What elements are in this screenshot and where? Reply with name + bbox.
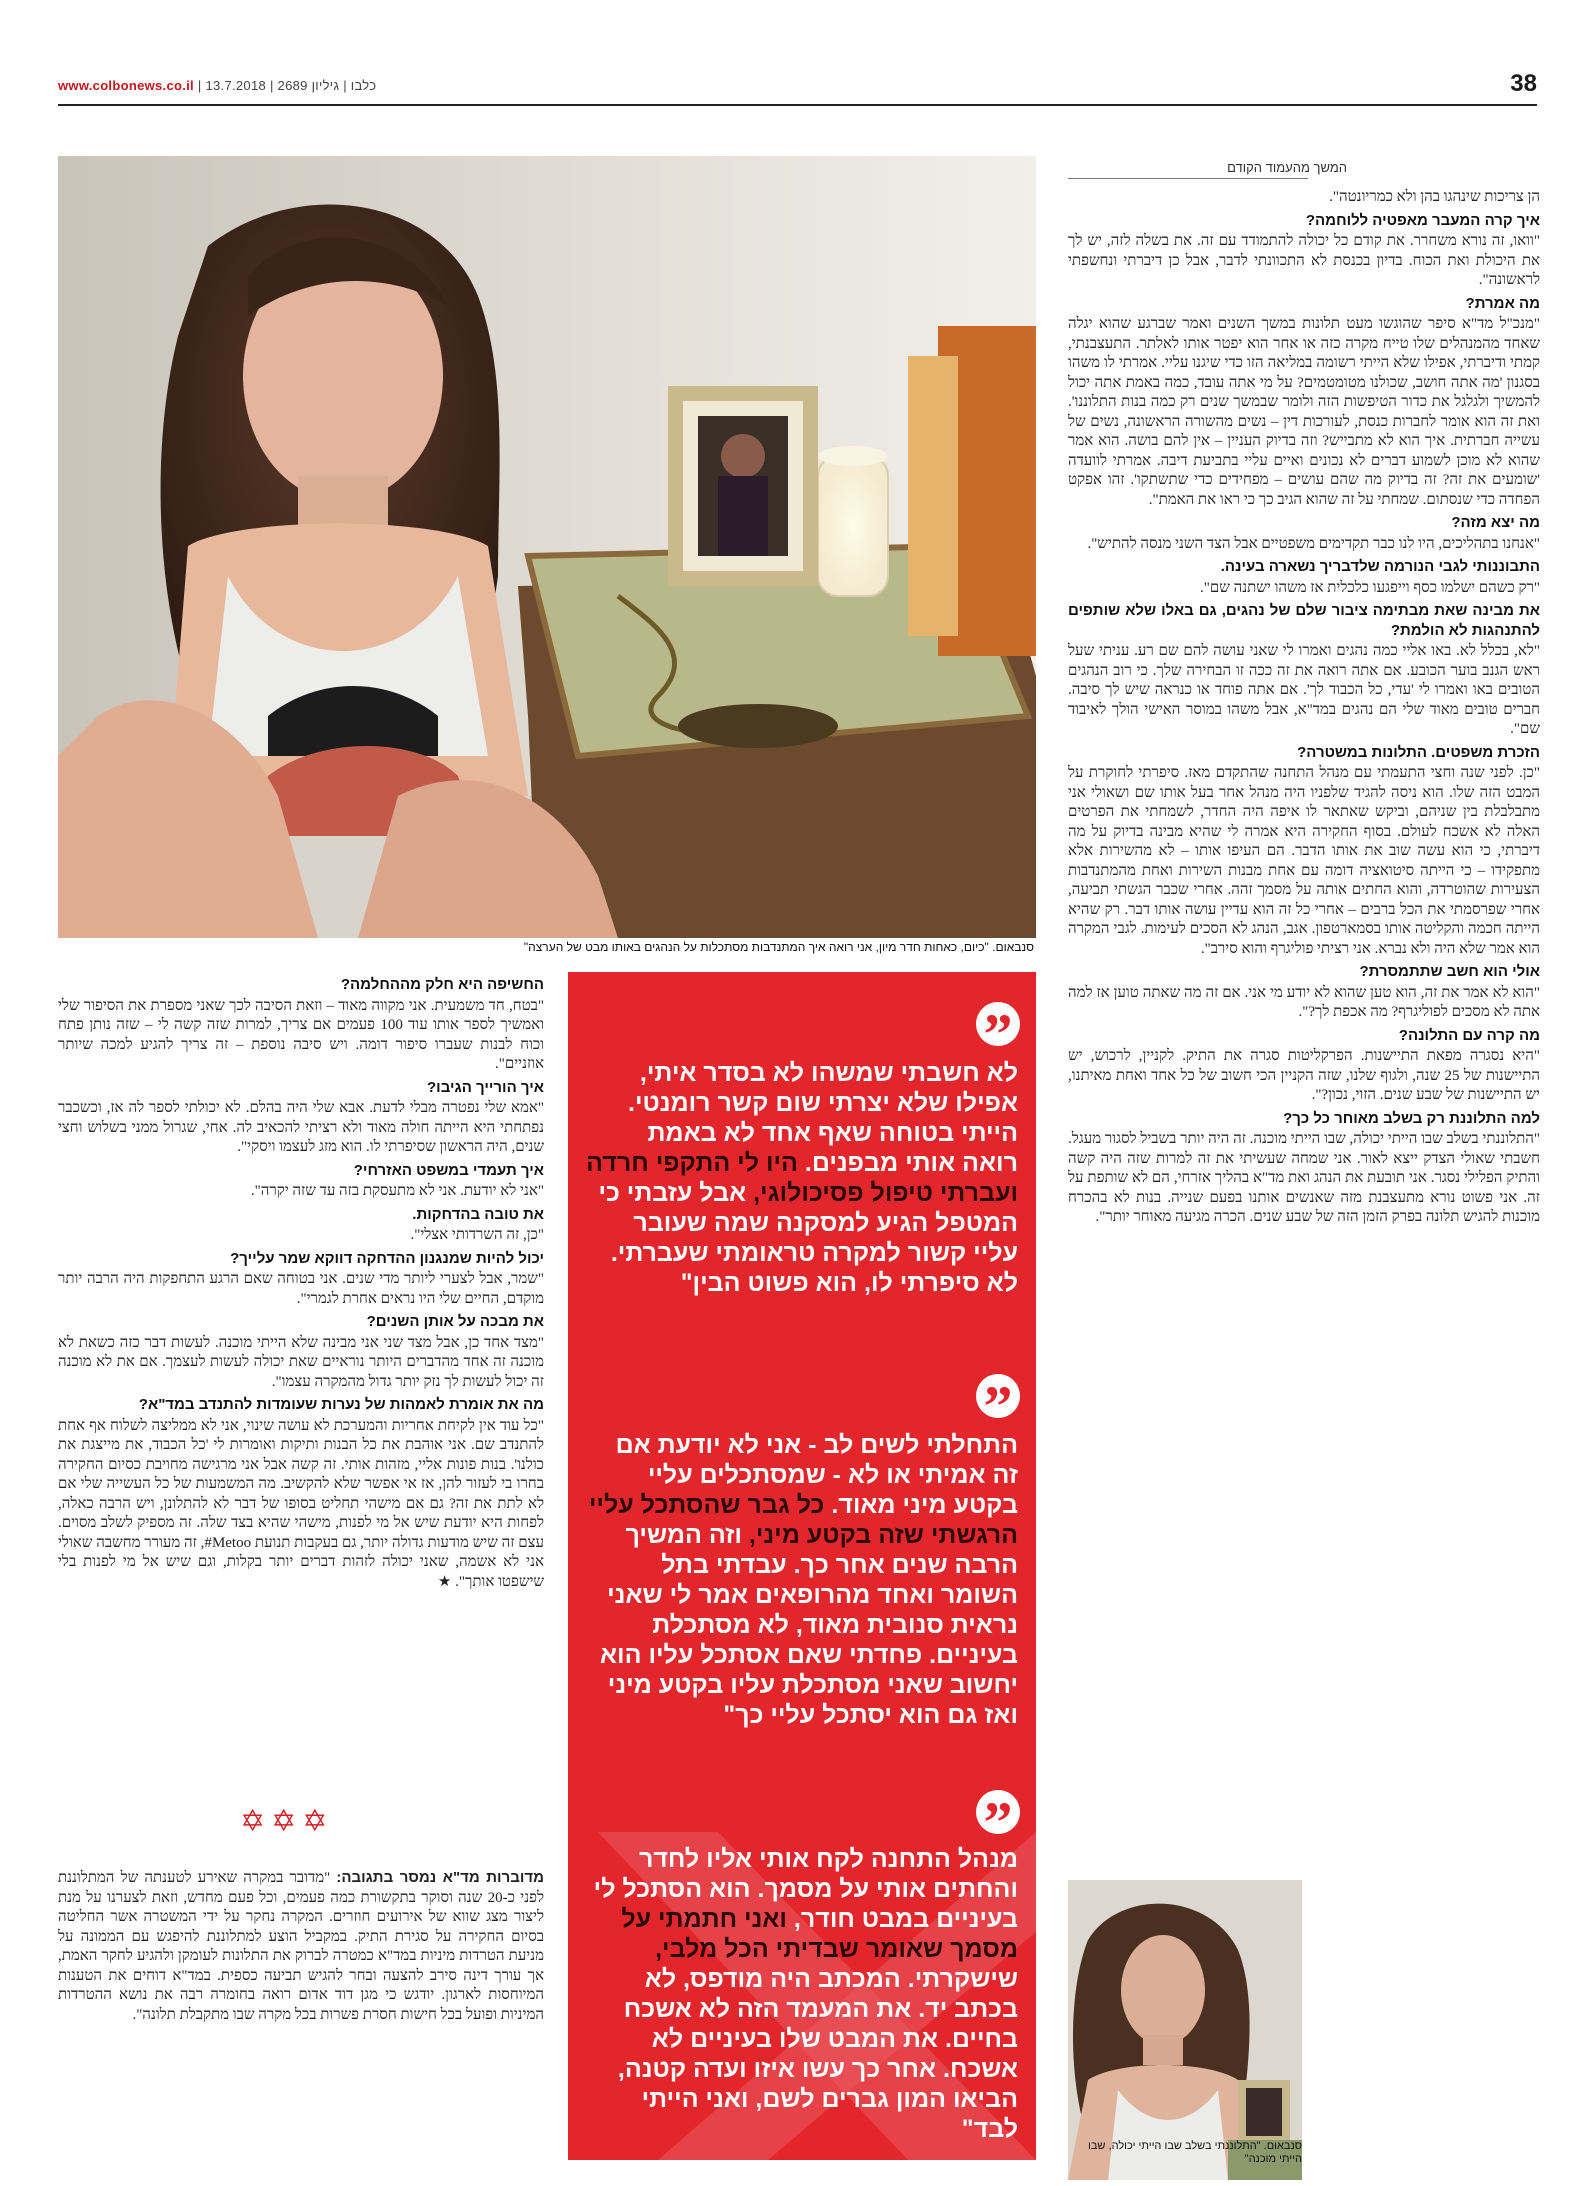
small-photo-caption: סנבאום. "התלוננתי בשלב שבו הייתי יכולה, שבו הייתי מוכנה": [1088, 2140, 1302, 2165]
paragraph: [58, 1868, 544, 2025]
quote-icon: ”: [976, 1790, 1020, 1834]
interview-question: את מבכה על אותן השנים?: [366, 1313, 544, 1330]
interview-question: איך הורייך הגיבו?: [427, 1078, 544, 1096]
quote-text: וזה המשיך הרבה שנים אחר כך. עבדתי בתל השומר ואחד מהרופאים אמר לי שאני נראית סנובית מאוד, לא מסתכלת בעיניים. פחדתי שאם אסתכל עליו הוא יחשוב שאני מסתכלת עליו בקטע מיני ואז גם הוא יסתכל עליי כך": [600, 1521, 1018, 1729]
mda-response: [58, 1868, 544, 2027]
quote-text: מנהל התחנה לקח אותי אליו לחדר והחתים אותי על מסמך. הוא הסתכל לי בעיניים במבט חודר,: [593, 1845, 1018, 1933]
interview-question: יכול להיות שמנגנון ההדחקה דווקא שמר עלייך?: [230, 1249, 544, 1267]
interview-question: מה אמרת?: [1465, 294, 1540, 312]
interview-question: הזכרת משפטים. התלונות במשטרה?: [1297, 743, 1540, 761]
section-stars: ✡✡✡: [240, 1804, 334, 1839]
quote-text: אבל: [692, 1179, 747, 1207]
quote-1: [586, 1058, 1018, 1298]
site-header: [58, 78, 376, 93]
right-column: [1068, 188, 1540, 1230]
quote-3: [586, 1844, 1018, 2144]
left-column: [58, 972, 544, 1594]
quote-2: [586, 1430, 1018, 1730]
quote-highlight: היו לי התקפי חרדה ועברתי טיפול פסיכולוגי,: [586, 1149, 1018, 1207]
paragraph: "אנחנו בתהליכים, היו לנו כבר תקדימים משפטיים אבל הצד השני מנסה להתיש".: [1087, 535, 1540, 552]
small-photo: [1068, 1880, 1302, 2180]
paragraph: "היא נסגרה מפאת התיישנות. הפרקליטות סגרה את התיק. לקניין, לרכוש, יש התיישנות של 25 שנה, ולגוף שלנו, שזה הקניין הכי חשוב של כל אחד ואחת מאיתנו, יש התיישנות של שבע שנים. הזוי, נכון?".: [1068, 1048, 1540, 1103]
paragraph: "מנכ"ל מד"א סיפר שהוגשו מעט תלונות במשך השנים ואמר שברגע שהוא יגלה שאחד מהמנהלים שלו טייח מקרה כזה או אחר הוא יפטר אותו לאלתר. התעצבנתי, קמתי ודיברתי, אפילו שלא הייתי רשומה במליאה הזו כדי שיגנו עליי. אמרתי לו משהו בסגנון 'מה אתה חושב, שכולנו מטומטמים? על מי אתה עובד, כמה באמת אתה יכול להמשיך ולגלגל את כדור הטיפשות הזה ולומר שבמשך שנים רק כמה בנות התלוננו'. ואת זה הוא אומר לחברות כנסת, לעורכות דין – נשים מהשורה הראשונה, נשים של עשייה חברתית. איך הוא לא מתבייש? וזה בדיוק העניין – אין להם בושה. הוא אמר שהוא לא מוכן לשמוע דברים לא נכונים ואיים עליי בתביעת דיבה. אמרתי לוועדה 'שומעים את זה? זה בדיוק מה שהם עושים – מפחידים כדי שתשתקו'. זהו אפקט הפחדה כדי שנסתום. שמחתי על זה שהוא הגיב כך כי ראו את האמת".: [1068, 316, 1540, 508]
interview-question: מה יצא מזה?: [1451, 514, 1540, 531]
paragraph: "אני לא יודעת. אני לא מתעסקת בזה עד שזה יקרה".: [250, 1183, 544, 1199]
paragraph: "כן. לפני שנה וחצי התעמתי עם מנהל התחנה שהתקדם מאז. סיפרתי לחוקרת על המבט הזה שלו. הוא ניסה להגיד שלפניו היה מנהל אחר בעל אותו שם ושאולי אני מתבלבלת בין שניהם, וביקש שאתאר לו איפה היה החדר, לשמחתי את הפרטים האלה לא אשכח לעולם. בסוף החקירה היא אמרה לי שהיא מבינה בדיוק על מה דיברתי, כי הוא עשה שוב את אותו הדבר. הם העיפו אותו – לא מהשירות אלא מתפקידו – כי הייתה סיטואציה דומה עם אחת מבנות השירות ואחת מהמתנדבות הצעירות שהוטרדה, והוא החתים אותה על מסמך זהה. אחרי שכבר הגשתי תביעה, אחרי שפרסמתי את הכל ברבים – אחרי כל זה הוא עדיין עושה אותו דבר. רק שהיא הייתה חכמה והקליטה אותו בסמארטפון. אגב, הנהג לא הסכים לעימות. לגבי המקרה הוא אמר שלא היה ולא נברא. אני רציתי פוליגרף והוא סירב".: [1068, 765, 1540, 957]
quote-box: [568, 972, 1036, 2160]
interview-question: מה את אומרת לאמהות של נערות שעומדות להתנדב במד"א?: [138, 1396, 544, 1413]
page-number: 38: [1510, 70, 1537, 97]
interview-question: מה קרה עם התלונה?: [1398, 1026, 1540, 1044]
paragraph: "התלוננתי בשלב שבו הייתי יכולה, שבו הייתי מוכנה. זה היה יותר בשביל לסגור מעגל. חשבתי שאולי הצדק ייצא לאור. אני שמחה שעשיתי את זה למרות שזה היה קשה והתיק הפלילי נסגר. אני תובעת את הנהג ואת מד"א בהליך אזרחי, הם לא שותפת על זה. אני פשוט נורא מתעצבנת מזה שאנשים אותנו בפעם שנייה. בנות לא בהכרח מוכנות להגיש תלונה בפרק הזמן הזה של שבע שנים. הכרה מגיעה מאוחר יותר".: [1068, 1131, 1540, 1225]
quote-text: הייתי בטוחה שאף אחד לא באמת: [647, 1119, 1018, 1147]
quote-text: שישקרתי. המכתב היה מודפס, לא בכתב יד. את המעמד הזה לא אשכח בחיים. את המבט שלו בעיניים לא אשכח. אחר כך עשו איזו ועדה קטנה, הביאו המון גברים לשם, ואני הייתי לבד": [617, 1965, 1018, 2143]
interview-question: איך תעמדי במשפט האזרחי?: [353, 1161, 544, 1179]
paragraph: "אמא שלי נפטרה מבלי לדעת. אבא שלי היה בהלם. לא יכולתי לספר לה אז, וכשכבר נפתחתי היא הייתה חולה מאוד ולא רציתי להכאיב לה. אחי, שגרול ממני בשלוש וחצי שנים, היה הראשון שסיפרתי לו. הוא מזג לעצמו ויסקי".: [58, 1100, 544, 1155]
interview-question: איך קרה המעבר מאפטיה ללוחמה?: [1305, 211, 1540, 229]
main-photo: [58, 156, 1036, 938]
paragraph: "בטח, חד משמעית. אני מקווה מאוד – וזאת הסיבה לכך שאני מספרת את הסיפור שלי ואמשיך לספר אותו עוד 100 פעמים אם צריך, למרות שזה קשה לי – שזה נותן פתח וכוח לבנות שעברו סיפור דומה. ויש סיבה נוספת – זה צריך להגיע למכה שיותר אוזניים".: [58, 997, 545, 1072]
paragraph: "וואו, זה נורא משחרר. את קודם כל יכולה להתמודד עם זה. את בשלה לזה, יש לך את היכולת ואת הכוח. בדיון בכנסת לא התכוונתי לדבר, אבל כן דיברתי ונחשפתי לראשונה".: [1068, 233, 1540, 288]
interview-question: התבוננותי לגבי הנורמה שלדבריך נשארה בעינה.: [1220, 558, 1540, 575]
response-text: "מדובר במקרה שאירע לטענתה של המתלוננת לפני כ-20 שנה וסוקר בתקשורת כמה פעמים, וכל פעם מחדש, וזאת לצערנו על מנת ליצור מצג שווא של אירועים חוזרים. המקרה נחקר על ידי המשטרה אשר החליטה בסיום החקירה על סגירת התיק. במקביל הוצע למתלוננת להיפגש עם הממונה על מניעת הטרדות מיניות במד"א כמטרה לברוק את התלונות לעומקן ולהגיע לחקר האמת, אך עורך דינה סירב להצעה ובחר להגיש תביעה כספית. במד"א דוחים את הטענות המיוחסות לארגון. יודגש כי מגן דוד אדום רואה בחומרה רבה את נושא ההטרדות המיניות ופועל בכל חישות חסרת פשרות בכל מקרה שבו מתקבלת תלונה".: [58, 1870, 544, 2023]
main-photo-image: [58, 156, 1036, 938]
quote-icon: ”: [976, 1374, 1020, 1418]
quote-text: עזבתי כי המטפל הגיע למסקנה שמה שעובר עליי קשור למקרה טראומתי שעברתי. לא סיפרתי לו, הוא פשוט הבין": [598, 1179, 1018, 1297]
paragraph: "הוא לא אמר את זה, הוא טען שהוא לא יודע מי אני. אם זה מה שאתה טוען אז למה אתה לא מסכים לפוליגרף? מה אכפת לך?".: [1068, 984, 1540, 1020]
header-divider: [58, 104, 1537, 106]
issue-info: | כלבו | גיליון 2689 | 13.7.2018: [197, 78, 377, 93]
quote-highlight: כל גבר שהסתכל עליי הרגשתי שזה בקטע מיני,: [588, 1491, 1018, 1549]
small-photo-image: [1068, 1880, 1302, 2180]
interview-question: אולי הוא חשב שתתמסרת?: [1359, 963, 1540, 980]
site-url[interactable]: www.colbonews.co.il: [58, 78, 194, 93]
quote-text: אפילו שלא יצרתי שום קשר רומנטי.: [628, 1089, 1018, 1117]
continued-divider: [1068, 178, 1308, 179]
quote-text: לא חשבתי שמשהו לא בסדר איתי,: [639, 1059, 1018, 1087]
paragraph: "מצד אחד כן, אבל מצד שני אני מבינה שלא הייתי מוכנה. לעשות דבר כזה כשאת לא מוכנה זה אחד מהדברים היותר נוראיים שאת יכולה לעשות לעצמך. אם את לא מוכנה זה יכול לעשות לך נזק יותר גדול מהמקרה עצמו".: [58, 1334, 544, 1390]
paragraph: הן צריכות שינהגו בהן ולא כמריונטה".: [1329, 189, 1540, 205]
quote-icon: ”: [976, 1002, 1020, 1046]
paragraph: "לא, בכלל לא. באו אליי כמה נהגים ואמרו לי שאני עושה להם שם רע. עניתי שעל ראש הגנב בוער הכובע. אם אתה רואה את זה ככה זו הבחירה שלך. כי רוב הנהגים הטובים באו ואמרו לי 'עדי, כל הכבוד לך'. אם אתה פוחד או כנראה שיש לך סיבה. חברים טובים מאוד שלי הם נהגים במד"א, אבל משהו במוסר האישי הולך לאיבוד שם".: [1068, 643, 1540, 737]
paragraph: "שמר, אבל לצערי ליותר מדי שנים. אני בטוחה שאם הרגע התחפקות היה הרבה יותר מוקדם, החיים שלי היו נראים אחרת לגמרי".: [58, 1271, 544, 1307]
interview-question: את טובה בהדחקות.: [412, 1205, 544, 1223]
continued-label: המשך מהעמוד הקודם: [1227, 160, 1347, 175]
interview-question: החשיפה היא חלק מההחלמה?: [340, 976, 544, 993]
paragraph: "רק כשהם ישלמו כסף וייפגעו כלכלית אז משהו ישתנה שם".: [1200, 579, 1540, 596]
paragraph: "כן, זה השרדותי אצלי".: [410, 1227, 544, 1243]
quote-text: התחלתי לשים לב - אני לא יודעת אם זה אמיתי או לא - שמסתכלים עליי בקטע מיני מאוד.: [615, 1431, 1018, 1519]
interview-question: את מבינה שאת מבתימה ציבור שלם של נהגים, גם באלו שלא שותפים להתנהגות לא הולמת?: [1068, 602, 1540, 639]
main-photo-caption: סנבאום. "כיום, כאחות חדר מיון, אני רואה איך המתנדבות מסתכלות על הנהגים באותו מבט של הערצה": [523, 940, 1034, 954]
quote-text: רואה אותי מבפנים.: [797, 1149, 1018, 1177]
interview-question: למה התלוננת רק בשלב מאוחר כל כך?: [1283, 1109, 1540, 1127]
response-lead: מדוברות מד"א נמסר בתגובה:: [336, 1869, 544, 1886]
quote-highlight: ואני חתמתי על מסמך שאומר שבדיתי הכל מלבי,: [621, 1905, 1018, 1963]
paragraph: "כל עוד אין לקיחת אחריות והמערכת לא עושה שינוי, אני לא ממליצה לשלוח אף אחת להתנדב שם. אני אוהבת את כל הבנות ותיקות ואומרות לי 'כל הכבוד, את מייצגת את כולנו'. בנות פונות אליי, מזהות אותי. זה קשה אבל אני מרגישה מחויבת כסיום החקירה בחרו בי לעזור להן, אז אי אפשר שלא להקשיב. מה המשמעות של כל העשייה שלי אם לא לתת את זה? גם אם מישהי תחליט בסופו של דבר לא להתלונן, ויש הרבה כאלה, לפחות היא יודעת שיש אל מי לפנות, מישהי שהיא בצד שלה. זה מספיק לשלב מסוים. עצם זה שיש מודעות גדולה יותר, גם בעקבות תנועת Metoo#, זה מעורר מחשבה שאולי אני לא אשמה, שאני יכולה לזהות דברים יותר בקלות, וגם שיש אל מי לפנות בלי שישפטו אותך". ★: [58, 1417, 544, 1590]
